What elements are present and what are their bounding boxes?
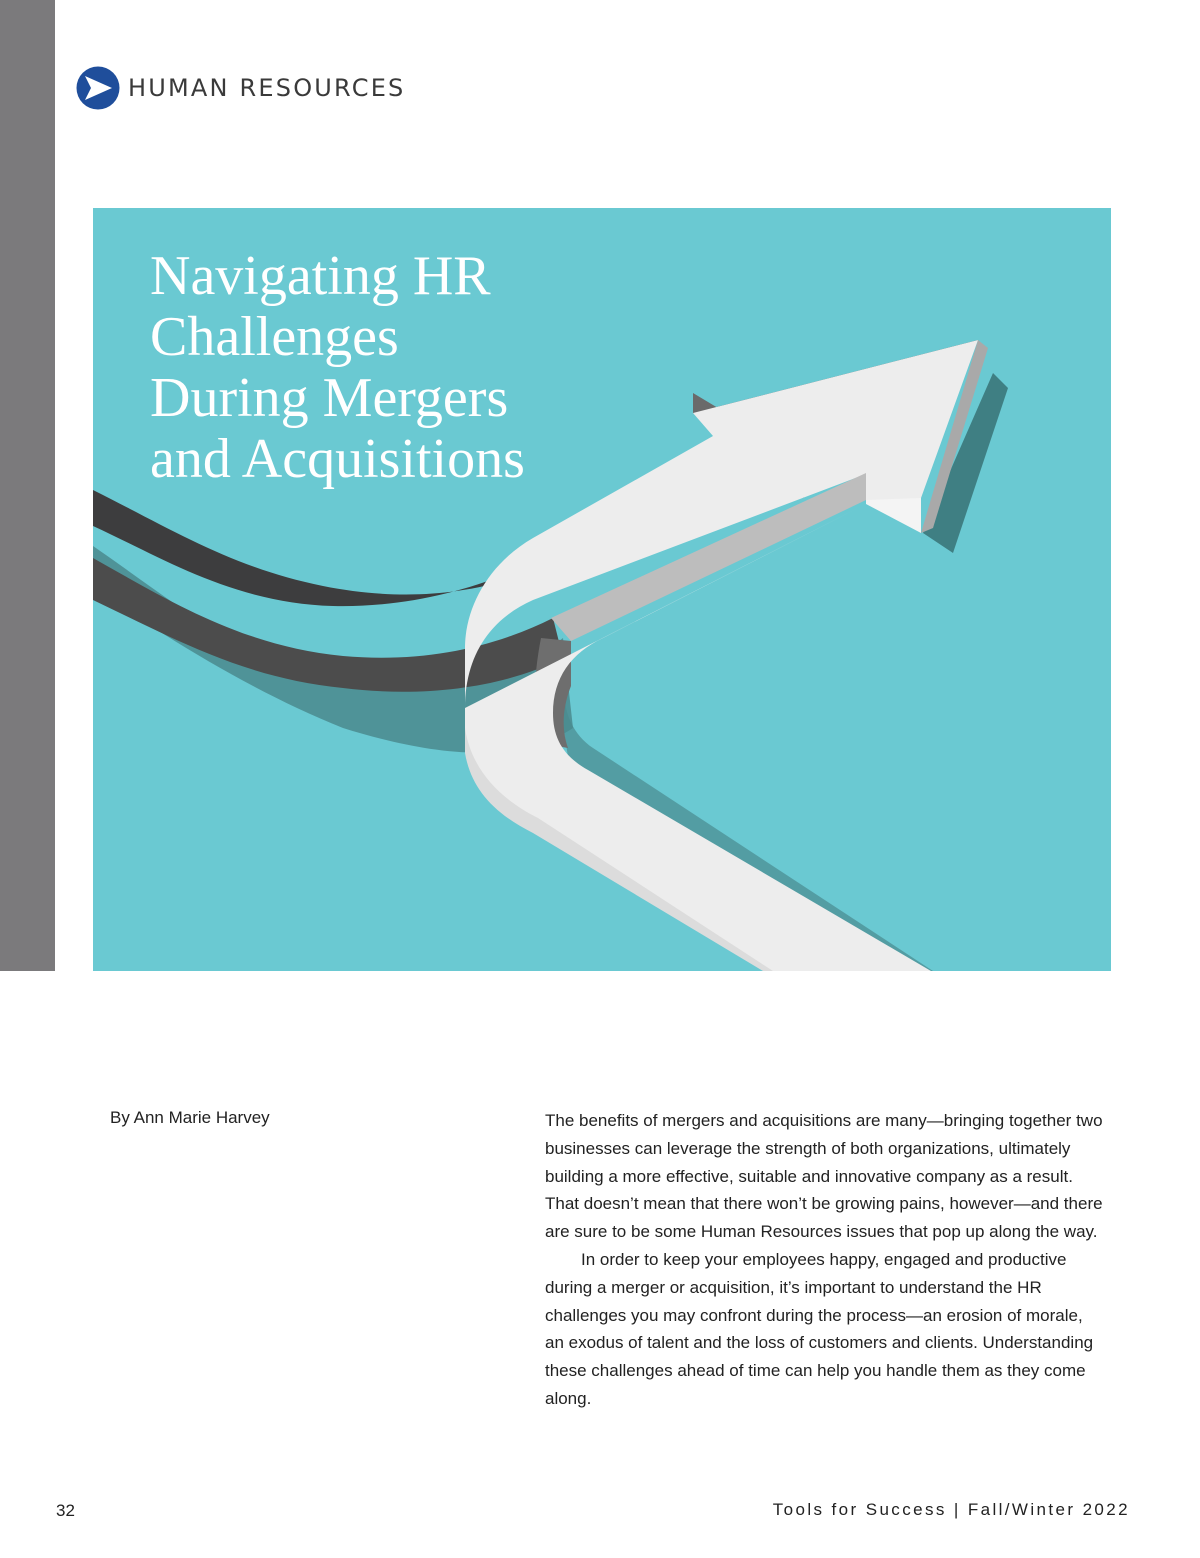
page-number: 32 [56, 1501, 75, 1520]
paragraph-1: The benefits of mergers and acquisitions are many—bringing together two businesses can leverage the strength of both organizations, ultimately building a more effective, suitable and innovative company as a result. That doesn’t mean that there won’t be growing pains, however—and there are sure to be some Human Resources issues that pop up along the way. [545, 1111, 1103, 1242]
hero-illustration [93, 208, 1111, 971]
article-body [545, 1107, 1105, 1413]
article-title [150, 246, 670, 490]
side-accent-bar [0, 0, 55, 971]
section-title: HUMAN RESOURCES [128, 74, 406, 102]
publication-footer: Tools for Success | Fall/Winter 2022 [772, 1500, 1130, 1519]
blue-circle-chevron-icon [76, 66, 120, 110]
section-header [76, 66, 406, 110]
author-byline: By Ann Marie Harvey [110, 1108, 270, 1127]
title-line-4: and Acquisitions [150, 428, 525, 490]
title-line-3: During Mergers [150, 367, 509, 429]
paragraph-2: In order to keep your employees happy, engaged and productive during a merger or acquisition, it’s important to understand the HR challenges you may confront during the process—an erosion of morale, an exodus of talent and the loss of customers and clients. Understanding these challenges ahead of time can help you handle them as they come along. [545, 1249, 1094, 1408]
title-line-2: Challenges [150, 306, 399, 368]
title-line-1: Navigating HR [150, 245, 491, 307]
